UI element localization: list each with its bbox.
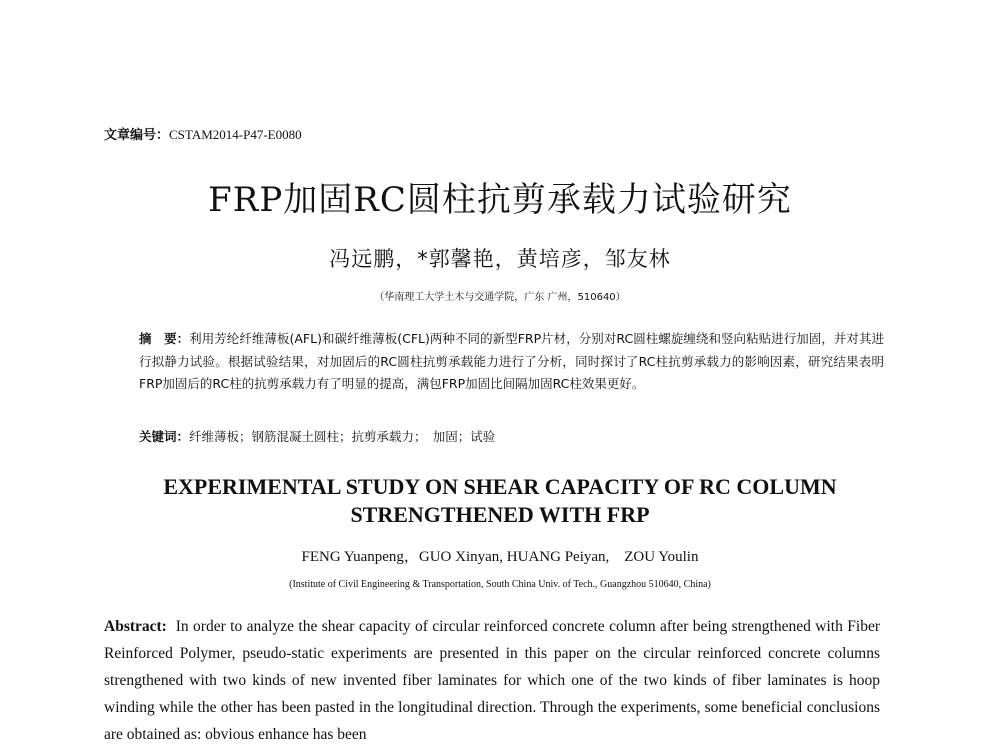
chinese-keywords <box>139 427 884 445</box>
chinese-authors: 冯远鹏，*郭馨艳，黄培彦，邹友林 <box>329 247 671 271</box>
english-title <box>0 473 1000 529</box>
english-title-line-1: EXPERIMENTAL STUDY ON SHEAR CAPACITY OF RC COLUMN <box>163 474 837 499</box>
chinese-abstract-label: 摘 要： <box>139 331 190 346</box>
english-affiliation: (Institute of Civil Engineering & Transportation, South China Univ. of Tech., Guangzhou 510640, China) <box>289 579 711 590</box>
chinese-affiliation: （华南理工大学土木与交通学院，广东 广州，510640） <box>374 292 626 303</box>
english-abstract <box>104 613 880 748</box>
article-number <box>104 124 302 143</box>
article-number-label: 文章编号： <box>104 128 170 143</box>
english-abstract-label: Abstract: <box>104 618 167 635</box>
chinese-keywords-label: 关键词： <box>139 429 190 444</box>
chinese-abstract-text: 利用芳纶纤维薄板(AFL)和碳纤维薄板(CFL)两种不同的新型FRP片材，分别对RC圆柱螺旋缠绕和竖向粘贴进行加固，并对其进行拟静力试验。根据试验结果，对加固后的RC圆柱抗剪承载能力进行了分析，同时探讨了RC柱抗剪承载力的影响因素，研究结果表明FRP加固后的RC柱的抗剪承载力有了明显的提高，满包FRP加固比间隔加固RC柱效果更好。 <box>139 331 884 391</box>
english-title-line-2: STRENGTHENED WITH FRP <box>350 502 650 527</box>
english-abstract-text: In order to analyze the shear capacity of circular reinforced concrete column after being strengthened with Fiber Reinforced Polymer, pseudo-static experiments are presented in this paper on the circular reinforced concrete columns strengthened with two kinds of new invented fiber laminates for which one of the two kinds of fiber laminates is hoop winding while the other has been pasted in the longitudinal direction. Through the experiments, some beneficial conclusions are obtained as: obvious enhance has been <box>104 618 880 743</box>
chinese-title: FRP加固RC圆柱抗剪承载力试验研究 <box>208 180 792 220</box>
chinese-keywords-text: 纤维薄板；钢筋混凝土圆柱；抗剪承载力； 加固；试验 <box>189 429 496 444</box>
chinese-abstract <box>139 328 884 396</box>
article-number-value: CSTAM2014-P47-E0080 <box>169 127 302 142</box>
english-authors: FENG Yuanpeng，GUO Xinyan, HUANG Peiyan, ZOU Youlin <box>301 549 699 565</box>
